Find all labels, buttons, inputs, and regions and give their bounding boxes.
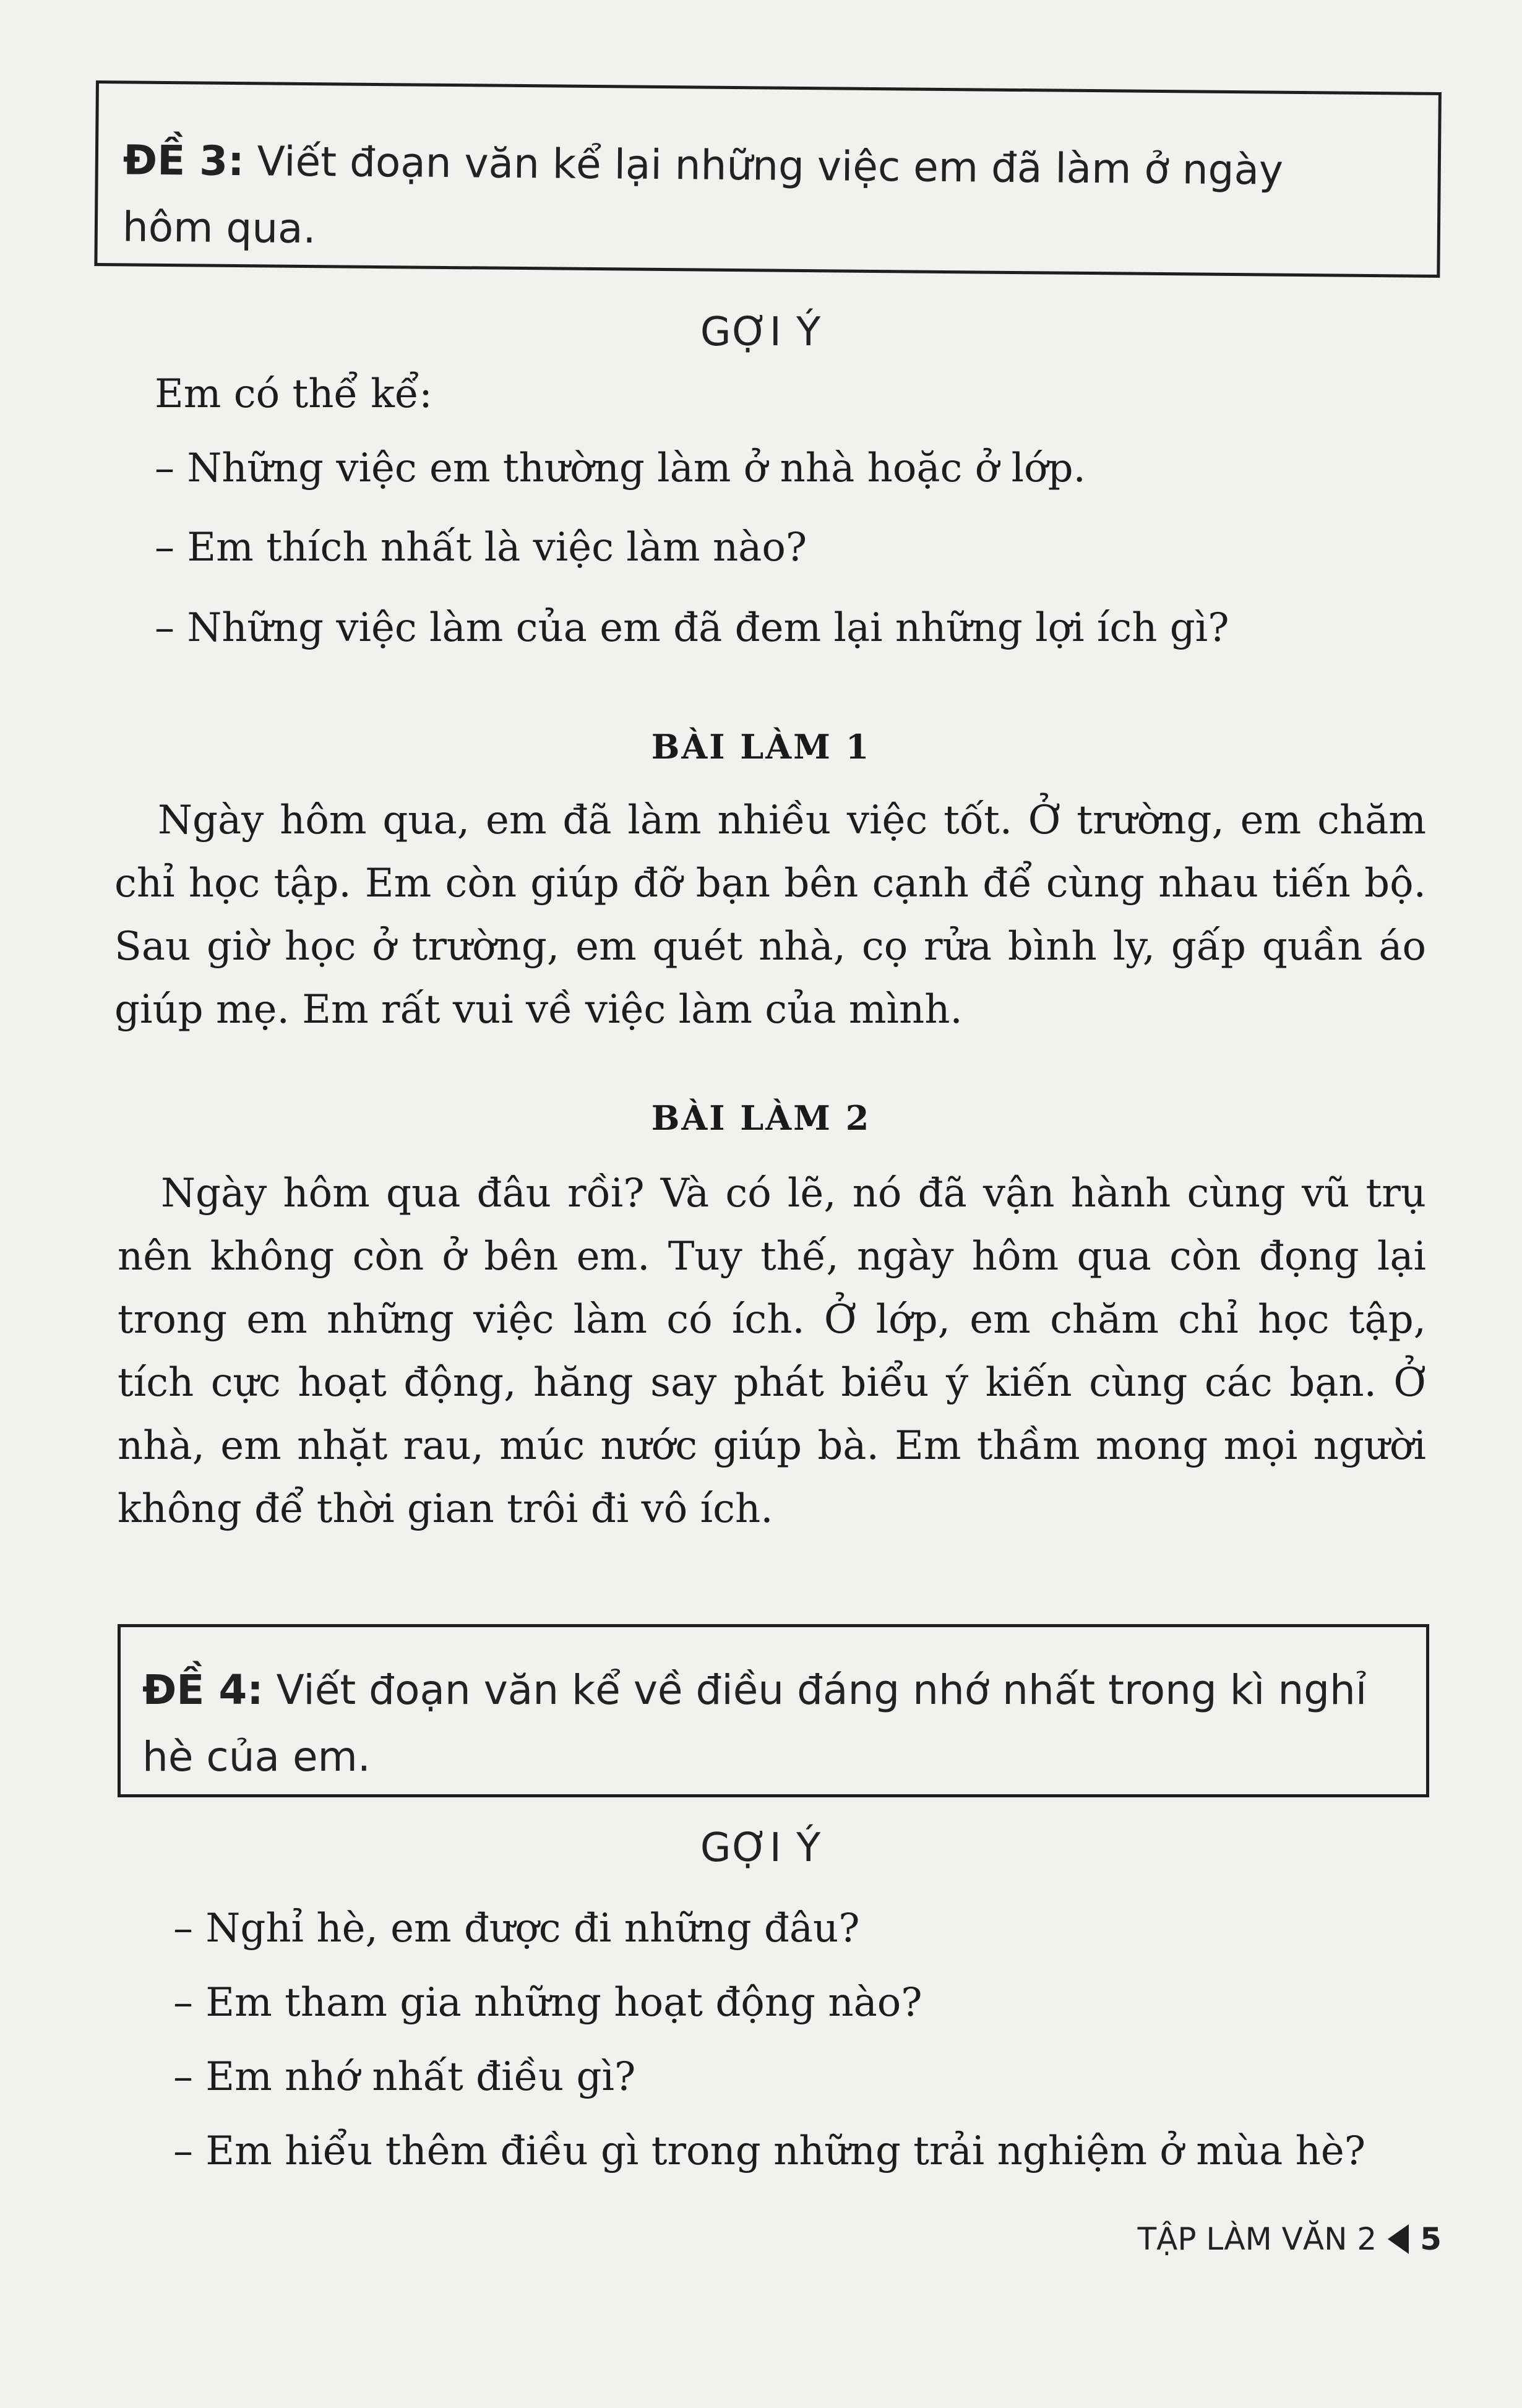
task-3-text: Viết đoạn văn kể lại những việc em đã làm ở ngày bbox=[257, 137, 1284, 194]
hint-1-intro: Em có thể kể: bbox=[155, 371, 432, 417]
hint-2-heading: GỢI Ý bbox=[700, 1825, 822, 1871]
hint-2-item: – Nghỉ hè, em được đi những đâu? bbox=[173, 1906, 860, 1951]
hint-2-item: – Em nhớ nhất điều gì? bbox=[173, 2054, 636, 2100]
hint-1-item: – Em thích nhất là việc làm nào? bbox=[155, 525, 807, 570]
essay-1-heading: BÀI LÀM 1 bbox=[651, 727, 871, 767]
task-3-line-1 bbox=[123, 127, 1419, 205]
task-3-label: ĐỀ 3: bbox=[123, 136, 244, 186]
page-number: 5 bbox=[1420, 2221, 1442, 2257]
essay-2-paragraph: Ngày hôm qua đâu rồi? Và có lẽ, nó đã vận hành cùng vũ trụ nên không còn ở bên em. Tuy thế, ngày hôm qua còn đọng lại trong em những việc làm có ích. Ở lớp, em chăm chỉ học tập, tích cực hoạt động, hăng say phát biểu ý kiến cùng các bạn. Ở nhà, em nhặt rau, múc nước giúp bà. Em thầm mong mọi người không để thời gian trôi đi vô ích. bbox=[118, 1171, 1426, 1532]
task-4-line-1 bbox=[142, 1657, 1408, 1724]
left-triangle-icon bbox=[1388, 2224, 1409, 2254]
essay-1-paragraph: Ngày hôm qua, em đã làm nhiều việc tốt. Ở trường, em chăm chỉ học tập. Em còn giúp đỡ bạn bên cạnh để cùng nhau tiến bộ. Sau giờ học ở trường, em quét nhà, cọ rửa bình ly, gấp quần áo giúp mẹ. Em rất vui về việc làm của mình. bbox=[114, 798, 1426, 1033]
hint-1-item: – Những việc làm của em đã đem lại những lợi ích gì? bbox=[155, 605, 1229, 651]
task-4-text: Viết đoạn văn kể về điều đáng nhớ nhất trong kì nghỉ bbox=[276, 1666, 1367, 1714]
task-4-label: ĐỀ 4: bbox=[142, 1666, 264, 1714]
task-4-box bbox=[118, 1624, 1429, 1797]
task-4-text-continued: hè của em. bbox=[142, 1733, 371, 1781]
essay-2-heading: BÀI LÀM 2 bbox=[651, 1098, 871, 1138]
task-3-box bbox=[94, 80, 1442, 278]
hint-2-item: – Em hiểu thêm điều gì trong những trải nghiệm ở mùa hè? bbox=[173, 2128, 1366, 2174]
hint-1-item: – Những việc em thường làm ở nhà hoặc ở lớp. bbox=[155, 445, 1086, 491]
hint-2-item: – Em tham gia những hoạt động nào? bbox=[173, 1980, 922, 2026]
book-title: TẬP LÀM VĂN 2 bbox=[1137, 2221, 1377, 2257]
task-3-text-continued: hôm qua. bbox=[122, 203, 316, 253]
hint-1-heading: GỢI Ý bbox=[700, 309, 822, 355]
page-footer bbox=[1138, 2221, 1442, 2257]
